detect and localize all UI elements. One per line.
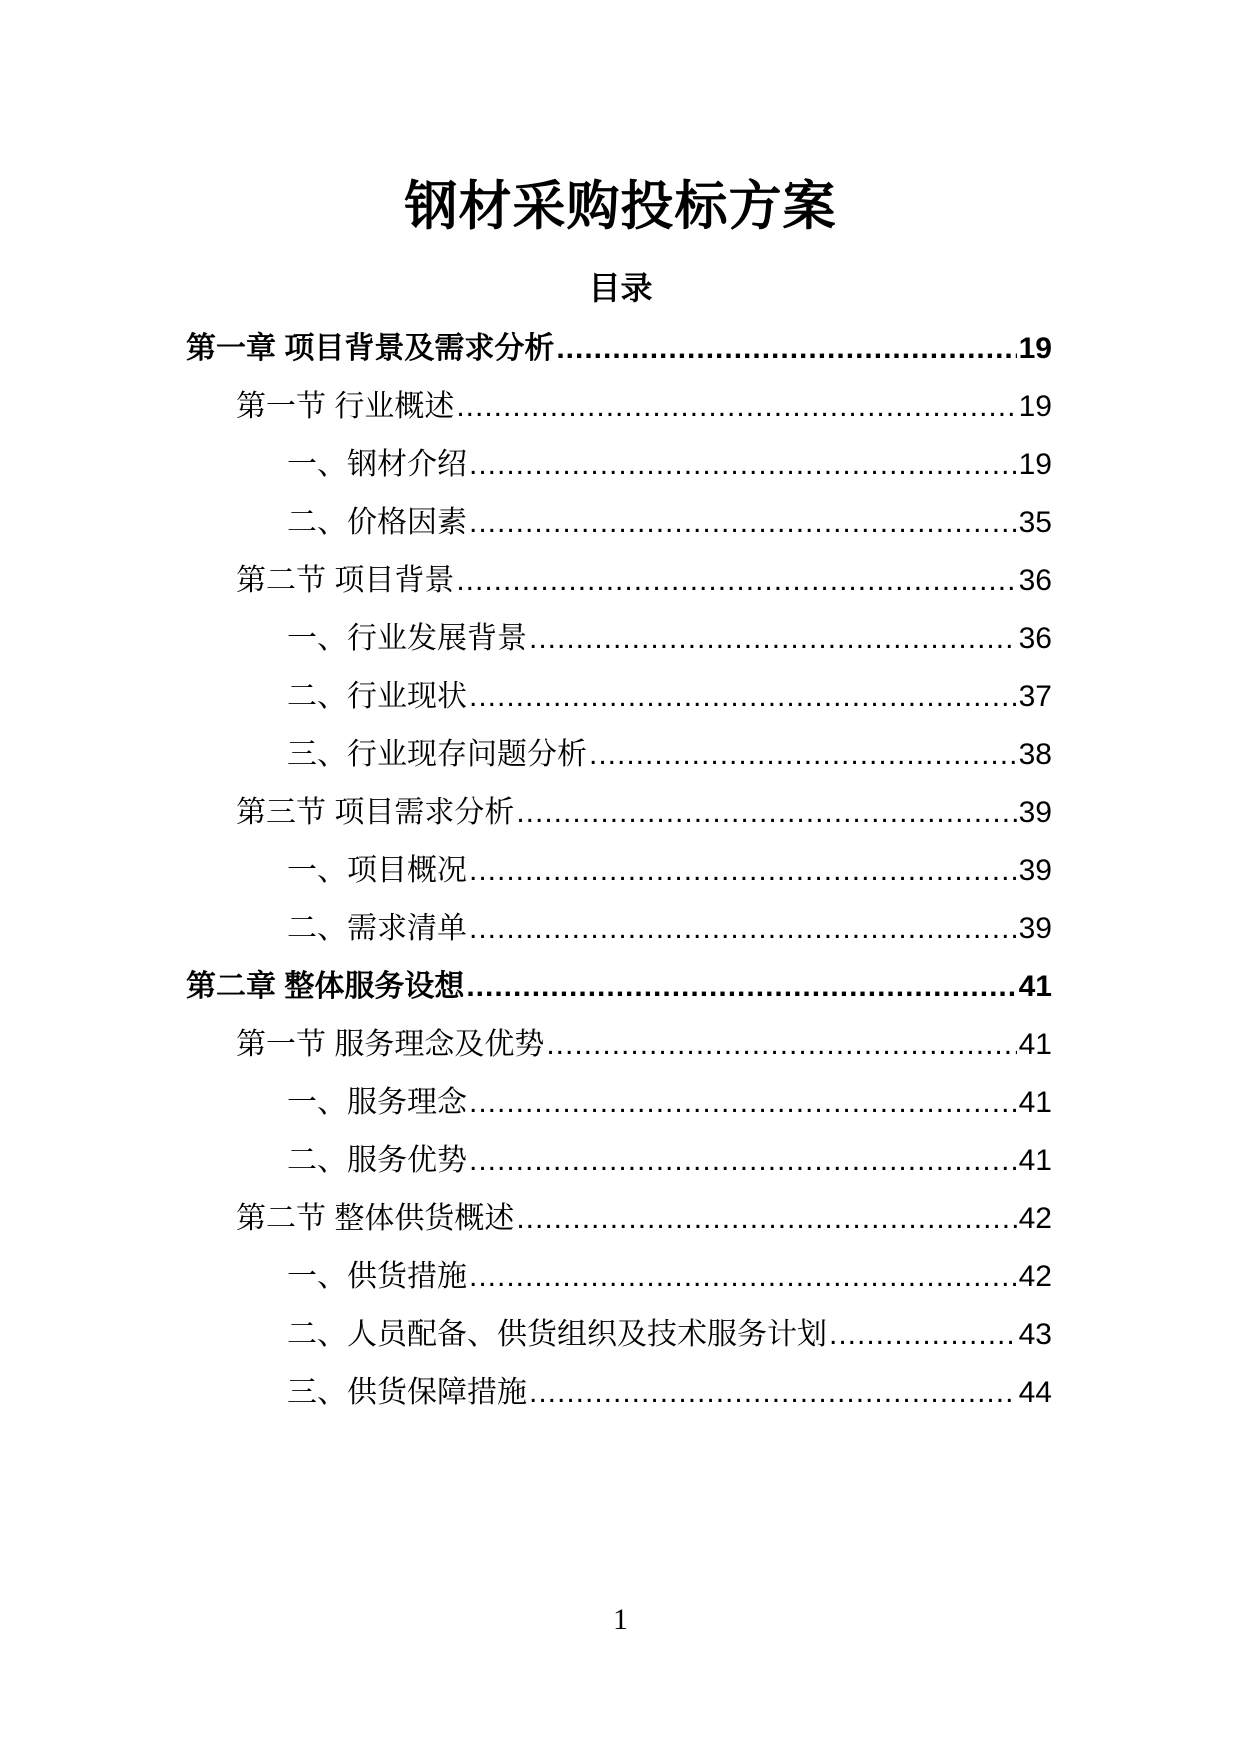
toc-entry-page: 39 [1018,912,1052,945]
toc-entry-page: 19 [1018,390,1052,423]
toc-entry-page: 39 [1018,854,1052,887]
toc-section-1-3[interactable] [236,791,1052,835]
toc-entry-label: 第三节 项目需求分析 [236,796,515,829]
toc-entry-label: 第一节 行业概述 [236,390,455,423]
toc-leader-dots [456,385,1016,429]
toc-entry-label: 一、供货措施 [287,1260,467,1293]
toc-entry-label: 二、价格因素 [287,506,467,539]
toc-entry-label: 第二节 整体供货概述 [236,1202,515,1235]
toc-entry-page: 41 [1018,1028,1052,1061]
toc-entry-label: 三、行业现存问题分析 [287,738,587,771]
toc-item-2-2-1[interactable] [287,1255,1052,1299]
toc-item-2-1-1[interactable] [287,1081,1052,1125]
toc-section-1-1[interactable] [236,385,1052,429]
toc-leader-dots [546,1023,1016,1067]
toc-leader-dots [529,617,1017,661]
toc-entry-label: 一、服务理念 [287,1086,467,1119]
toc-chapter-1[interactable] [186,327,1052,371]
toc-entry-page: 38 [1018,738,1052,771]
toc-item-1-2-1[interactable] [287,617,1052,661]
toc-leader-dots [469,907,1017,951]
toc-section-2-1[interactable] [236,1023,1052,1067]
toc-leader-dots [556,327,1016,371]
toc-entry-label: 一、钢材介绍 [287,448,467,481]
toc-item-1-3-1[interactable] [287,849,1052,893]
toc-item-1-1-2[interactable] [287,501,1052,545]
toc-entry-page: 41 [1018,1144,1052,1177]
toc-entry-label: 一、项目概况 [287,854,467,887]
toc-entry-page: 42 [1018,1260,1052,1293]
toc-entry-page: 39 [1018,796,1052,829]
toc-entry-label: 第二节 项目背景 [236,564,455,597]
toc-entry-label: 第一节 服务理念及优势 [236,1028,545,1061]
toc-item-1-2-2[interactable] [287,675,1052,719]
toc-leader-dots [469,849,1017,893]
toc-entry-label: 二、需求清单 [287,912,467,945]
toc-leader-dots [516,1197,1016,1241]
document-title: 钢材采购投标方案 [404,177,837,236]
toc-leader-dots [469,1139,1017,1183]
toc-item-1-3-2[interactable] [287,907,1052,951]
toc-leader-dots [589,733,1017,777]
toc-entry-page: 44 [1018,1376,1052,1409]
toc-leader-dots [516,791,1016,835]
toc-entry-page: 36 [1018,622,1052,655]
toc-leader-dots [469,1081,1017,1125]
toc-entry-page: 19 [1018,448,1052,481]
toc-leader-dots [529,1371,1017,1415]
toc-entry-label: 二、服务优势 [287,1144,467,1177]
toc-entry-page: 41 [1018,970,1052,1003]
toc-item-2-2-3[interactable] [287,1371,1052,1415]
toc-leader-dots [456,559,1016,603]
toc-section-1-2[interactable] [236,559,1052,603]
toc-entry-label: 一、行业发展背景 [287,622,527,655]
toc-entry-label: 三、供货保障措施 [287,1376,527,1409]
toc-entry-page: 37 [1018,680,1052,713]
toc-entry-page: 19 [1018,332,1052,365]
toc-entry-label: 二、行业现状 [287,680,467,713]
toc-leader-dots [469,443,1017,487]
toc-leader-dots [466,965,1016,1009]
toc-section-2-2[interactable] [236,1197,1052,1241]
toc-leader-dots [469,675,1017,719]
toc-leader-dots [469,501,1017,545]
toc-entry-page: 36 [1018,564,1052,597]
toc-leader-dots [469,1255,1017,1299]
page-number: 1 [613,1603,628,1636]
toc-entry-label: 二、人员配备、供货组织及技术服务计划 [287,1318,827,1351]
toc-item-2-1-2[interactable] [287,1139,1052,1183]
toc-leader-dots [829,1313,1017,1357]
toc-heading: 目录 [588,270,653,306]
toc-item-2-2-2[interactable] [287,1313,1052,1357]
toc-entry-label: 第二章 整体服务设想 [186,970,465,1003]
toc-entry-label: 第一章 项目背景及需求分析 [186,332,555,365]
toc-entry-page: 35 [1018,506,1052,539]
toc-entry-page: 42 [1018,1202,1052,1235]
toc-item-1-1-1[interactable] [287,443,1052,487]
toc-entry-page: 43 [1018,1318,1052,1351]
toc-entry-page: 41 [1018,1086,1052,1119]
toc-chapter-2[interactable] [186,965,1052,1009]
toc-item-1-2-3[interactable] [287,733,1052,777]
